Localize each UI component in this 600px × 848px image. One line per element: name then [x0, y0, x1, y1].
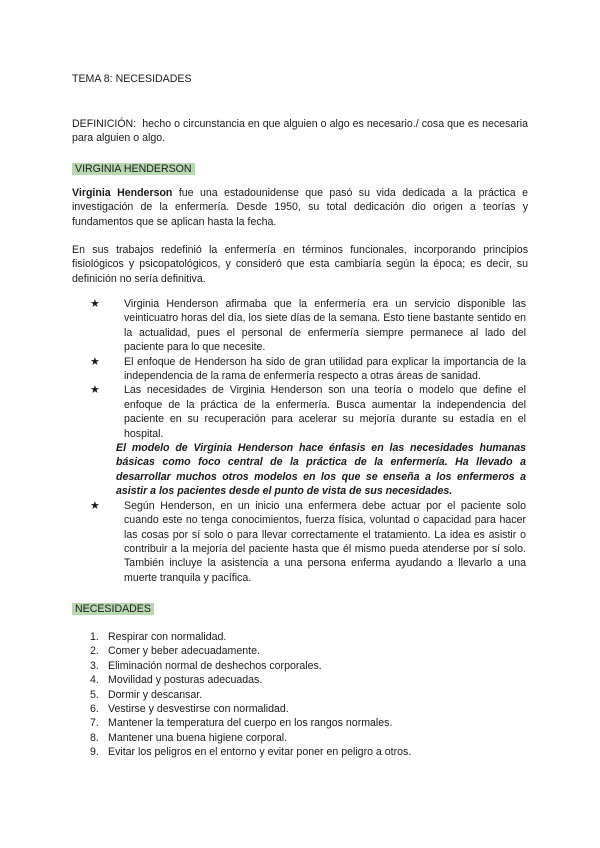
- section-heading-henderson: [72, 162, 195, 176]
- list-item: 7. Mantener la temperatura del cuerpo en los rangos normales.: [90, 717, 393, 730]
- star-icon: ★: [90, 355, 100, 368]
- heading-highlight: NECESIDADES: [72, 603, 154, 615]
- bullet-item: ★ Virginia Henderson afirmaba que la enfermería era un servicio disponible las veinticuatro horas del día, los siete días de la semana. Esto tiene bastante sentido en la actualidad, pues el personal de enfermería siempre permanece al lado del paciente para lo que necesite.: [90, 298, 526, 354]
- definition-text: hecho o circunstancia en que alguien o algo es necesario./ cosa que es necesaria para alguien o algo.: [72, 118, 528, 145]
- emphasis-paragraph: El modelo de Virginia Henderson hace énfasis en las necesidades humanas básicas como foco central de la práctica de la enfermería. Ha llevado a desarrollar muchos otros modelos en los que se enseña a los enfermeros a asistir a los pacientes desde el punto de vista de sus necesidades.: [116, 442, 526, 498]
- list-item: 2. Comer y beber adecuadamente.: [90, 645, 260, 658]
- section-heading-necesidades: [72, 602, 154, 616]
- bullet-list: [90, 297, 526, 585]
- list-item: 3. Eliminación normal de deshechos corporales.: [90, 659, 322, 672]
- list-item: 9. Evitar los peligros en el entorno y evitar poner en peligro a otros.: [90, 746, 412, 759]
- list-item: 5. Dormir y descansar.: [90, 688, 203, 701]
- bullet-item: ★ Según Henderson, en un inicio una enfermera debe actuar por el paciente solo cuando este no tenga conocimientos, fuerza física, voluntad o capacidad para hacer las cosas por sí solo o para llevar correctamente el tratamiento. La idea es asistir o contribuir a la mejoría del paciente hasta que él mismo pueda atenderse por sí solo. También incluye la asistencia a una persona enferma ayudando a llevarlo a una muerte tranquila y pacífica.: [90, 499, 526, 584]
- definition-paragraph: [72, 117, 528, 146]
- heading-highlight: VIRGINIA HENDERSON: [72, 163, 195, 175]
- intro-text: fue una estadounidense que pasó su vida dedicada a la práctica e investigación de la enfermería. Desde 1950, su total dedicación dio origen a teorías y fundamentos que se aplican hasta la fecha.: [72, 187, 528, 228]
- list-item: 4. Movilidad y posturas adecuadas.: [90, 674, 263, 687]
- star-icon: ★: [90, 499, 100, 512]
- bullet-item: ★ El enfoque de Henderson ha sido de gran utilidad para explicar la importancia de la independencia de la rama de enfermería respecto a otras áreas de sanidad.: [90, 355, 526, 383]
- intro-name: Virginia Henderson: [72, 187, 173, 199]
- intro-paragraph: [72, 186, 528, 229]
- paragraph-2: En sus trabajos redefinió la enfermería en términos funcionales, incorporando principios fisiológicos y psicopatológicos, y consideró que esta cambiaría según la época; es decir, su definición no sería definitiva.: [72, 244, 528, 285]
- needs-list: [72, 630, 528, 760]
- star-icon: ★: [90, 384, 100, 397]
- definition-label: DEFINICIÓN:: [72, 118, 137, 130]
- bullet-item: ★ Las necesidades de Virginia Henderson son una teoría o modelo que define el enfoque de la práctica de la enfermería. Busca aumentar la independencia del paciente en su recuperación para acelerar su mejoría durante su estadía en el hospital.: [90, 384, 526, 440]
- list-item: 8. Mantener una buena higiene corporal.: [90, 731, 288, 744]
- list-item: 1. Respirar con normalidad.: [90, 631, 227, 643]
- list-item: 6. Vestirse y desvestirse con normalidad.: [90, 703, 289, 716]
- page-title: TEMA 8: NECESIDADES: [72, 73, 192, 85]
- star-icon: ★: [90, 298, 100, 310]
